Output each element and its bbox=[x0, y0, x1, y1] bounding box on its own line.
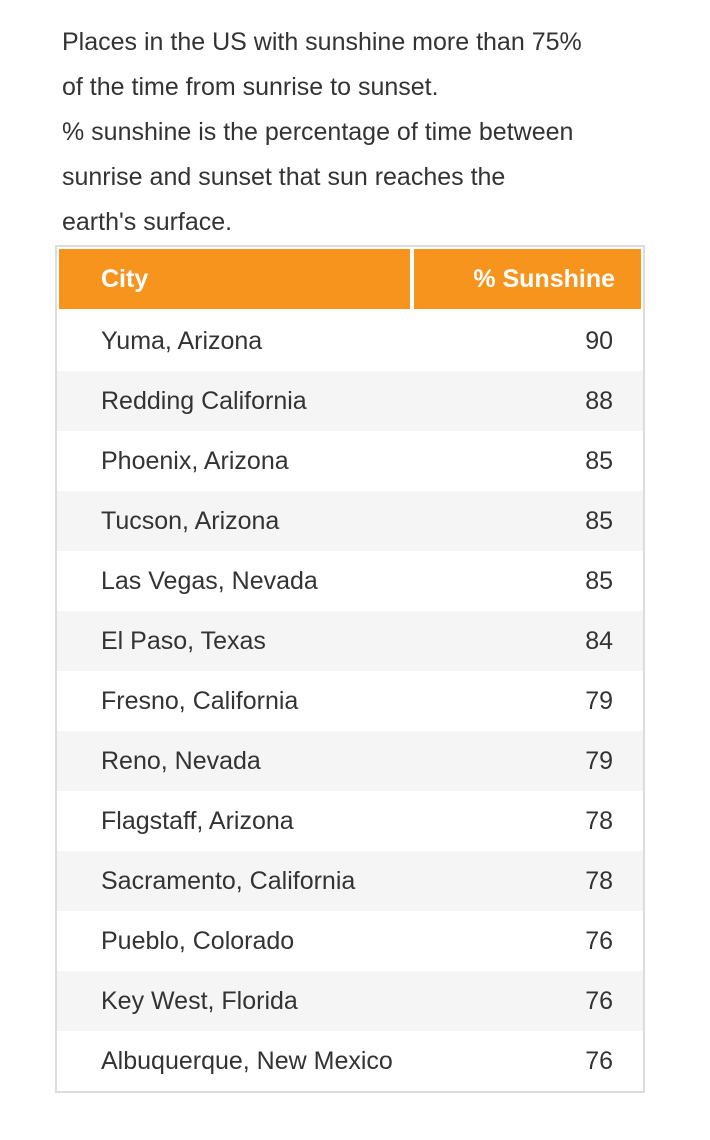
column-header-city: City bbox=[57, 247, 412, 311]
city-cell: Las Vegas, Nevada bbox=[57, 551, 412, 611]
table-row bbox=[57, 911, 643, 971]
sunshine-cell: 90 bbox=[412, 311, 643, 371]
sunshine-table bbox=[55, 245, 645, 1093]
table-row bbox=[57, 671, 643, 731]
city-cell: El Paso, Texas bbox=[57, 611, 412, 671]
city-cell: Flagstaff, Arizona bbox=[57, 791, 412, 851]
city-cell: Redding California bbox=[57, 371, 412, 431]
sunshine-cell: 85 bbox=[412, 551, 643, 611]
table-row bbox=[57, 491, 643, 551]
table-row bbox=[57, 551, 643, 611]
table-row bbox=[57, 311, 643, 371]
table-row bbox=[57, 971, 643, 1031]
table-row bbox=[57, 1031, 643, 1091]
table-row bbox=[57, 791, 643, 851]
city-cell: Reno, Nevada bbox=[57, 731, 412, 791]
table-row bbox=[57, 611, 643, 671]
city-cell: Yuma, Arizona bbox=[57, 311, 412, 371]
intro-text bbox=[62, 20, 710, 245]
sunshine-cell: 78 bbox=[412, 791, 643, 851]
sunshine-cell: 76 bbox=[412, 911, 643, 971]
table-row bbox=[57, 851, 643, 911]
city-cell: Phoenix, Arizona bbox=[57, 431, 412, 491]
table-body bbox=[57, 311, 643, 1091]
table-row bbox=[57, 431, 643, 491]
intro-line: Places in the US with sunshine more than 75% bbox=[62, 28, 582, 56]
intro-line: of the time from sunrise to sunset. bbox=[62, 73, 439, 101]
sunshine-cell: 78 bbox=[412, 851, 643, 911]
sunshine-cell: 79 bbox=[412, 731, 643, 791]
city-cell: Sacramento, California bbox=[57, 851, 412, 911]
table-row bbox=[57, 371, 643, 431]
sunshine-cell: 85 bbox=[412, 431, 643, 491]
sunshine-cell: 85 bbox=[412, 491, 643, 551]
column-header-sunshine: % Sunshine bbox=[412, 247, 643, 311]
sunshine-cell: 88 bbox=[412, 371, 643, 431]
city-cell: Pueblo, Colorado bbox=[57, 911, 412, 971]
city-cell: Fresno, California bbox=[57, 671, 412, 731]
city-cell: Tucson, Arizona bbox=[57, 491, 412, 551]
city-cell: Key West, Florida bbox=[57, 971, 412, 1031]
intro-line: sunrise and sunset that sun reaches the bbox=[62, 163, 506, 191]
sunshine-cell: 76 bbox=[412, 971, 643, 1031]
page bbox=[0, 20, 710, 1093]
sunshine-cell: 76 bbox=[412, 1031, 643, 1091]
table-header-row bbox=[57, 247, 643, 311]
sunshine-cell: 79 bbox=[412, 671, 643, 731]
intro-line: earth's surface. bbox=[62, 208, 233, 236]
sunshine-cell: 84 bbox=[412, 611, 643, 671]
table-row bbox=[57, 731, 643, 791]
intro-line: % sunshine is the percentage of time between bbox=[62, 118, 574, 146]
city-cell: Albuquerque, New Mexico bbox=[57, 1031, 412, 1091]
